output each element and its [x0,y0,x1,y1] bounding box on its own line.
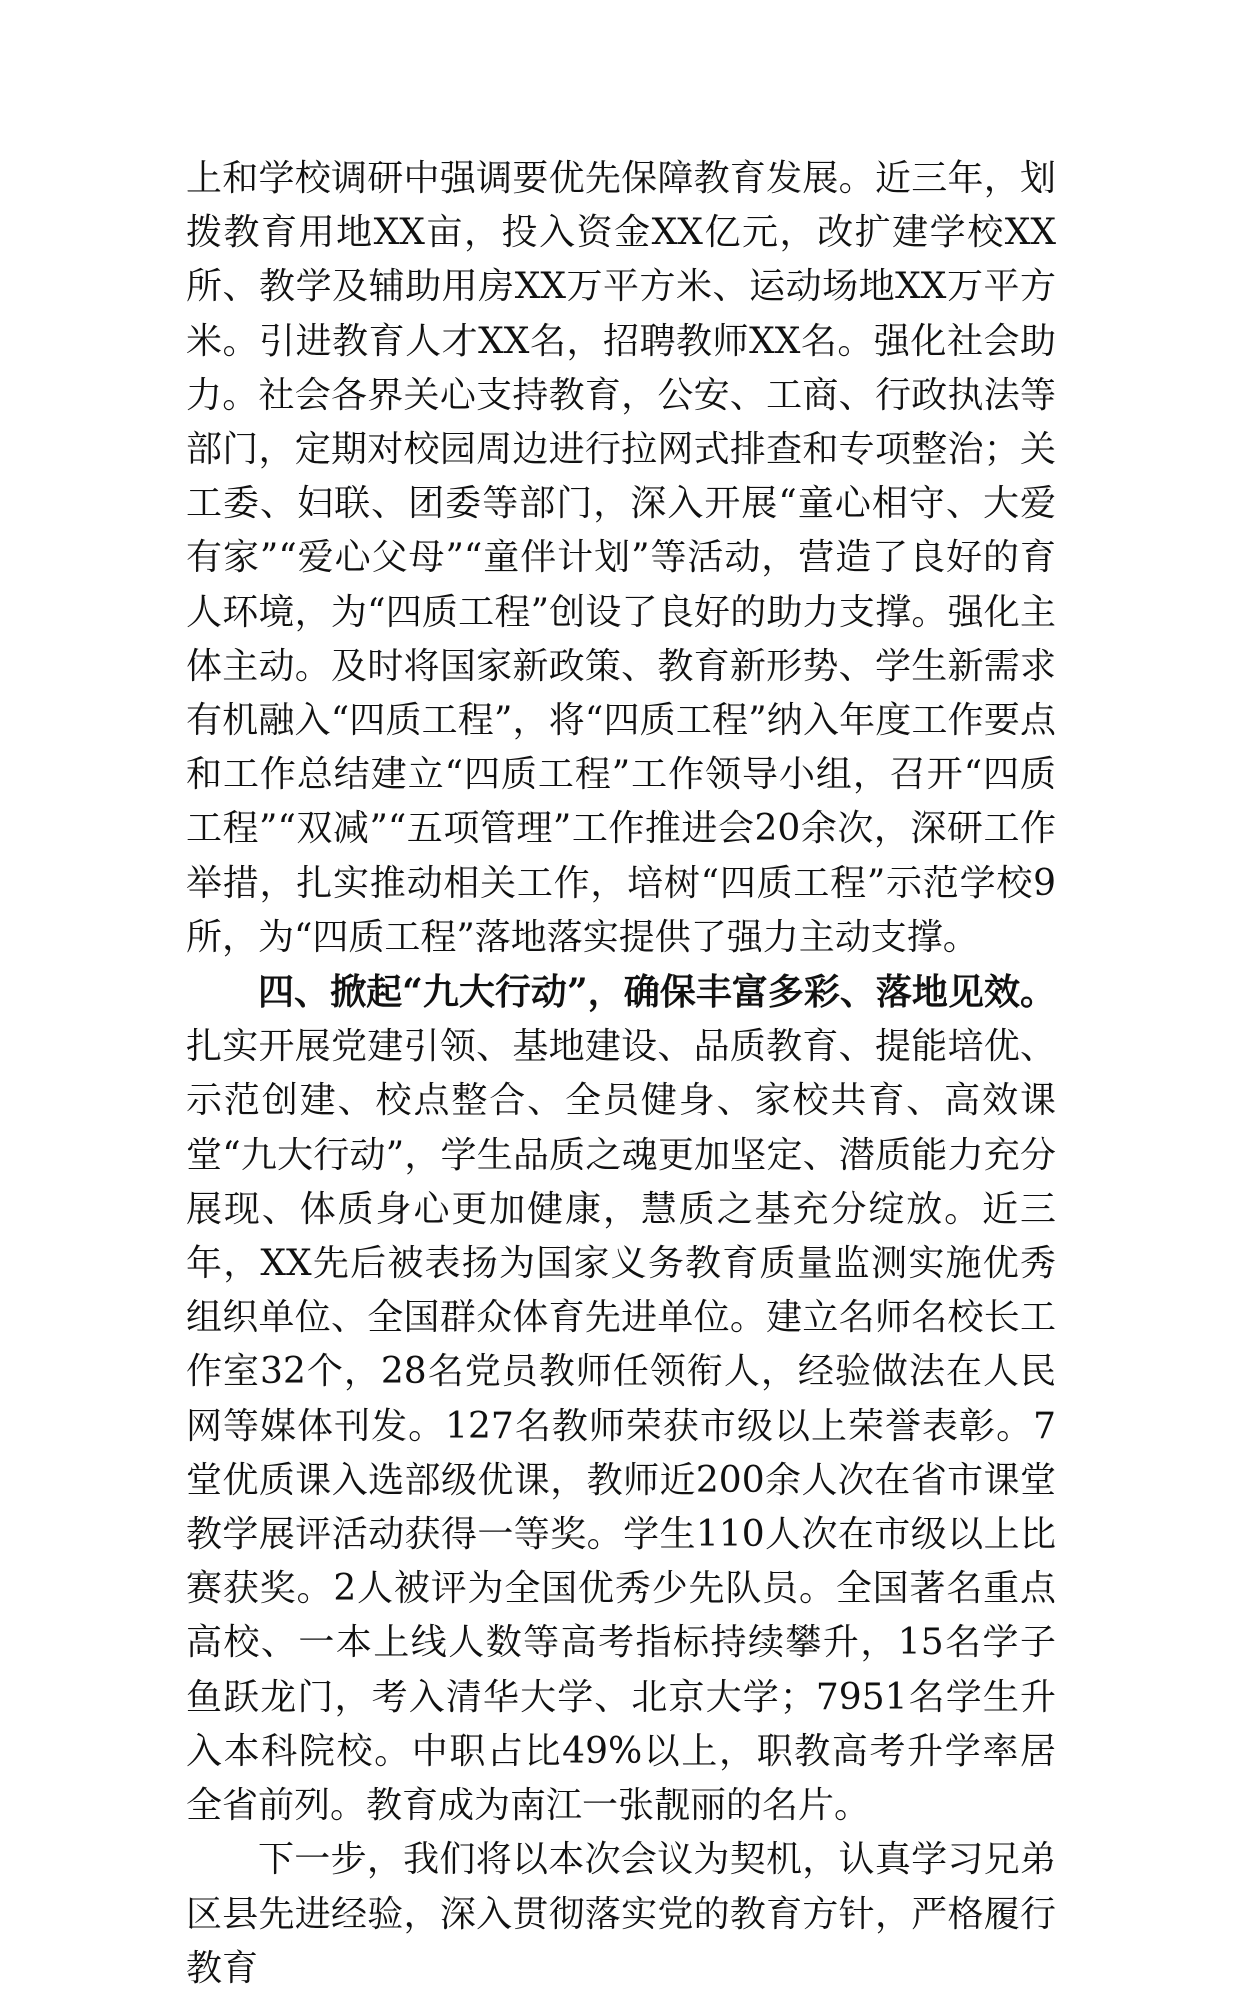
section-body: 扎实开展党建引领、基地建设、品质教育、提能培优、示范创建、校点整合、全员健身、家校共育、高效课堂“九大行动”，学生品质之魂更加坚定、潜质能力充分展现、体质身心更加健康，慧质之基充分绽放。近三年，XX先后被表扬为国家义务教育质量监测实施优秀组织单位、全国群众体育先进单位。建立名师名校长工作室32个，28名党员教师任领衔人，经验做法在人民网等媒体刊发。127名教师荣获市级以上荣誉表彰。7堂优质课入选部级优课，教师近200余人次在省市课堂教学展评活动获得一等奖。学生110人次在市级以上比赛获奖。2人被评为全国优秀少先队员。全国著名重点高校、一本上线人数等高考指标持续攀升，15名学子鱼跃龙门，考入清华大学、北京大学；7951名学生升入本科院校。中职占比49%以上，职教高考升学率居全省前列。教育成为南江一张靓丽的名片。 [186,1026,1056,1827]
paragraph-continued: 上和学校调研中强调要优先保障教育发展。近三年，划拨教育用地XX亩，投入资金XX亿元，改扩建学校XX所、教学及辅助用房XX万平方米、运动场地XX万平方米。引进教育人才XX名，招聘教师XX名。强化社会助力。社会各界关心支持教育，公安、工商、行政执法等部门，定期对校园周边进行拉网式排查和专项整治；关工委、妇联、团委等部门，深入开展“童心相守、大爱有家”“爱心父母”“童伴计划”等活动，营造了良好的育人环境，为“四质工程”创设了良好的助力支撑。强化主体主动。及时将国家新政策、教育新形势、学生新需求有机融入“四质工程”，将“四质工程”纳入年度工作要点和工作总结建立“四质工程”工作领导小组，召开“四质工程”“双减”“五项管理”工作推进会20余次，深研工作举措，扎实推动相关工作，培树“四质工程”示范学校9所，为“四质工程”落地落实提供了强力主动支撑。 [186,158,1056,958]
document-body [186,152,1056,1996]
paragraph-section-four [186,965,1056,1833]
paragraph-next-step: 下一步，我们将以本次会议为契机，认真学习兄弟区县先进经验，深入贯彻落实党的教育方针，严格履行教育 [186,1839,1056,1989]
section-heading: 四、掀起“九大行动”，确保丰富多彩、落地见效。 [258,971,1056,1014]
